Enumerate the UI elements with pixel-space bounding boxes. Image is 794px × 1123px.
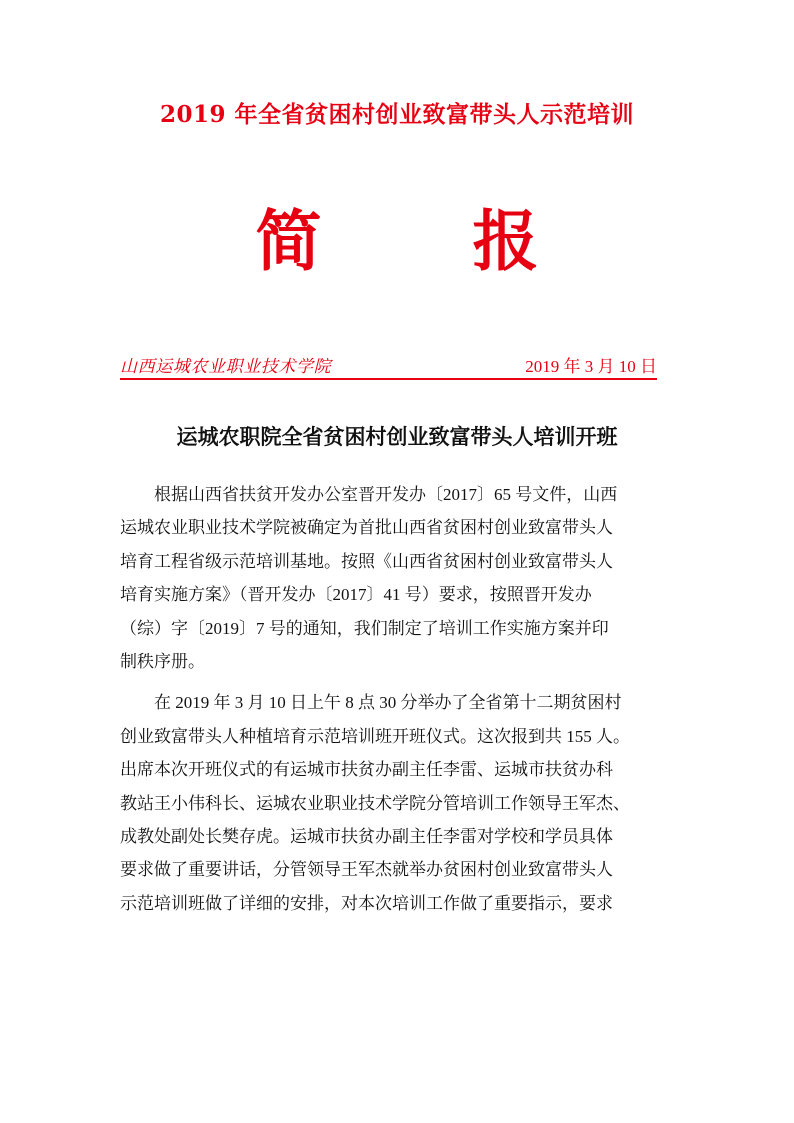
masthead	[120, 352, 657, 380]
text-line: 在 2019 年 3 月 10 日上午 8 点 30 分举办了全省第十二期贫困村	[120, 693, 622, 713]
text-line: 教站王小伟科长、运城农业职业技术学院分管培训工作领导王军杰、	[120, 793, 630, 813]
text-line: 创业致富带头人种植培育示范培训班开班仪式。这次报到共 155 人。	[120, 726, 630, 746]
article-body	[120, 478, 680, 920]
issue-date: 2019 年 3 月 10 日	[525, 357, 657, 376]
paragraph-1	[120, 478, 680, 678]
paragraph-2	[120, 686, 680, 920]
bulletin-subtitle: 2019 年全省贫困村创业致富带头人示范培训	[159, 101, 635, 128]
article-headline: 运城农职院全省贫困村创业致富带头人培训开班	[176, 425, 618, 449]
text-line: 成教处副处长樊存虎。运城市扶贫办副主任李雷对学校和学员具体	[120, 826, 613, 846]
text-line: 制秩序册。	[120, 651, 205, 671]
text-line: （综）字〔2019〕7 号的通知，我们制定了培训工作实施方案并印	[120, 618, 609, 638]
text-line: 要求做了重要讲话，分管领导王军杰就举办贫困村创业致富带头人	[120, 860, 613, 880]
text-line: 培育实施方案》（晋开发办〔2017〕41 号）要求，按照晋开发办	[120, 585, 592, 605]
bulletin-title: 简 报	[255, 203, 603, 280]
text-line: 根据山西省扶贫开发办公室晋开发办〔2017〕65 号文件，山西	[120, 485, 618, 504]
text-line: 运城农业职业技术学院被确定为首批山西省贫困村创业致富带头人	[120, 518, 613, 538]
issuing-organization: 山西运城农业职业技术学院	[120, 357, 332, 377]
text-line: 出席本次开班仪式的有运城市扶贫办副主任李雷、运城市扶贫办科	[120, 760, 613, 780]
text-line: 培育工程省级示范培训基地。按照《山西省贫困村创业致富带头人	[120, 551, 613, 571]
text-line: 示范培训班做了详细的安排，对本次培训工作做了重要指示，要求	[120, 893, 613, 913]
